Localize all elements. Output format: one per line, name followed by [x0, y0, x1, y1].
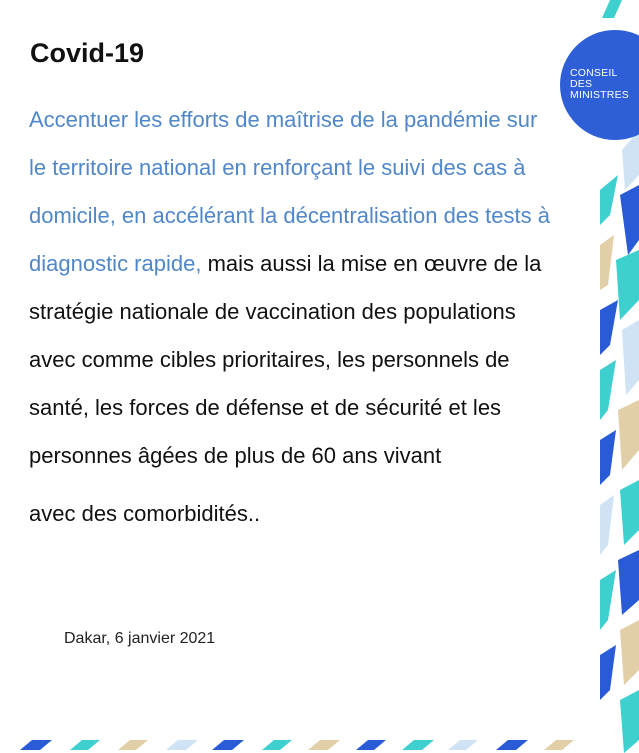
- decorative-pattern-bottom: [0, 732, 610, 753]
- card-title: Covid-19: [30, 38, 145, 68]
- badge-line-3: MINISTRES: [570, 89, 629, 101]
- dateline: Dakar, 6 janvier 2021: [64, 630, 216, 647]
- badge-line-1: CONSEIL: [570, 67, 618, 79]
- badge-line-2: DES: [570, 78, 593, 90]
- statement-body: [29, 96, 559, 538]
- statement-last-line: avec des comorbidités..: [29, 501, 261, 526]
- statement-highlight: Accentuer les efforts de maîtrise de la pandémie sur le territoire national en renforçant le suivi des cas à domicile, en accélérant la décentralisation des tests à diagnostic rapide,: [29, 107, 550, 276]
- statement-regular: mais aussi la mise en œuvre de la stratégie nationale de vaccination des populations avec comme cibles prioritaires, les personnels de santé, les forces de défense et de sécurité et les personnes âgées de plus de 60 ans vivant: [29, 251, 542, 468]
- council-badge-label: [570, 68, 629, 101]
